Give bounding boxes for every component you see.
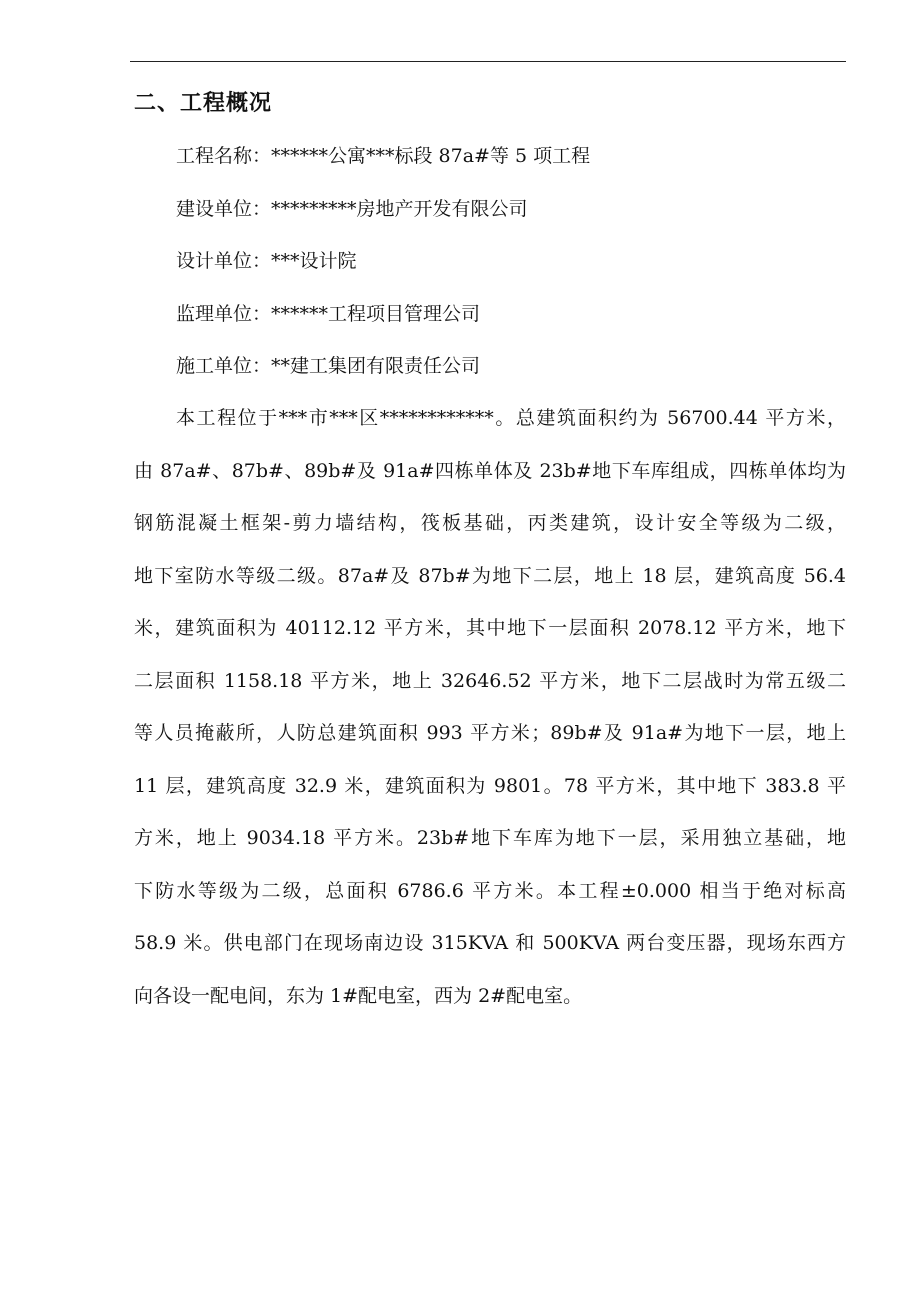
developer-line: 建设单位：*********房地产开发有限公司: [176, 197, 528, 220]
description-line: 11 层，建筑高度 32.9 米，建筑面积为 9801。78 平方米，其中地下 383.8 平: [134, 774, 846, 797]
header-rule: [130, 61, 846, 62]
description-line: 由 87a#、87b#、89b#及 91a#四栋单体及 23b#地下车库组成，四栋单体均为: [134, 459, 846, 482]
contractor-line: 施工单位：**建工集团有限责任公司: [176, 355, 481, 377]
description-line: 等人员掩蔽所，人防总建筑面积 993 平方米；89b#及 91a#为地下一层，地上: [134, 722, 846, 744]
project-description: [134, 400, 846, 1030]
supervisor-line: 监理单位：******工程项目管理公司: [176, 302, 481, 325]
description-line: 向各设一配电间，东为 1#配电室，西为 2#配电室。: [134, 984, 583, 1007]
description-line: 下防水等级为二级，总面积 6786.6 平方米。本工程±0.000 相当于绝对标高: [134, 879, 846, 902]
section-title: 二、工程概况: [134, 91, 273, 116]
project-name-line: 工程名称：******公寓***标段 87a#等 5 项工程: [176, 145, 591, 167]
description-line: 地下室防水等级二级。87a#及 87b#为地下二层，地上 18 层，建筑高度 56.4: [134, 564, 846, 587]
description-line: 58.9 米。供电部门在现场南边设 315KVA 和 500KVA 两台变压器，现场东西方: [134, 932, 846, 954]
project-info-list: [176, 138, 590, 401]
designer-line: 设计单位：***设计院: [176, 250, 357, 272]
description-line: 钢筋混凝土框架-剪力墙结构，筏板基础，丙类建筑，设计安全等级为二级，: [134, 512, 846, 534]
description-line: 方米，地上 9034.18 平方米。23b#地下车库为地下一层，采用独立基础，地: [134, 827, 846, 849]
description-line: 本工程位于***市***区************。总建筑面积约为 56700.44 平方米，: [176, 407, 846, 429]
description-line: 二层面积 1158.18 平方米，地上 32646.52 平方米，地下二层战时为常五级二: [134, 669, 846, 692]
description-line: 米，建筑面积为 40112.12 平方米，其中地下一层面积 2078.12 平方米，地下: [134, 617, 846, 639]
